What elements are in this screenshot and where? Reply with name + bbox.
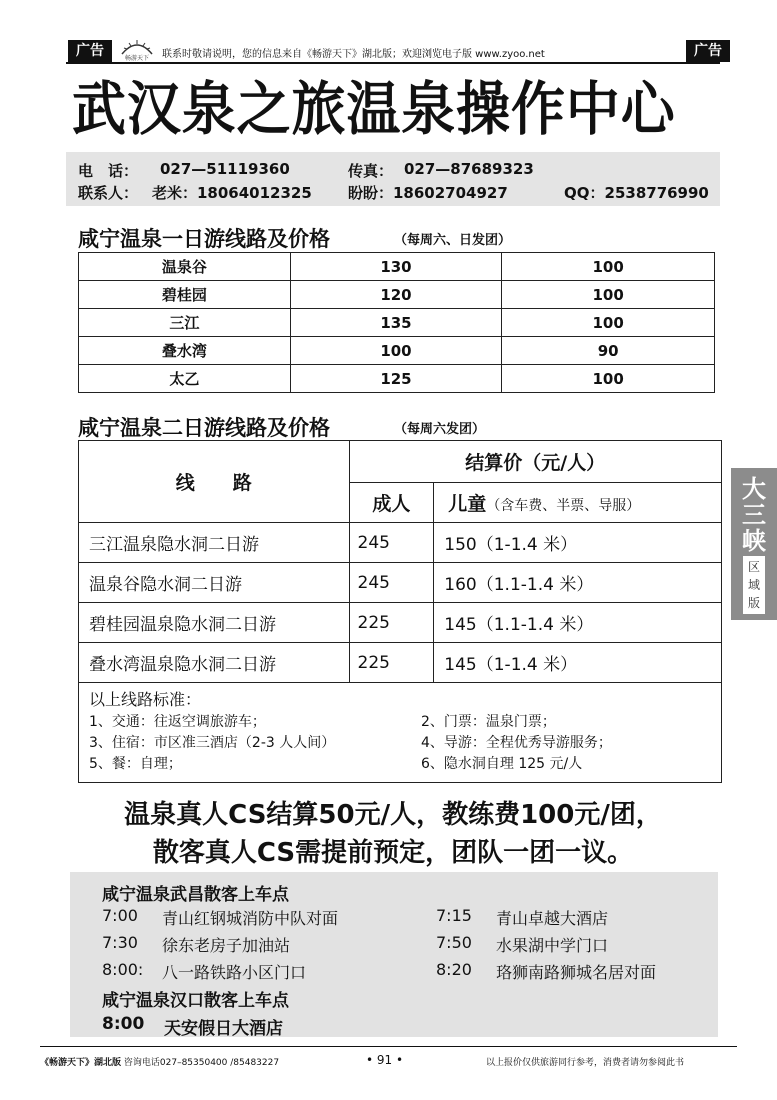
route-name: 碧桂园温泉隐水洞二日游 — [79, 603, 350, 643]
pickup-place: 八一路铁路小区门口 — [162, 963, 307, 982]
fax-number: 027—87689323 — [404, 160, 534, 178]
ad-tag-right: 广告 — [686, 40, 730, 62]
side-tab — [731, 468, 777, 620]
price-1: 100 — [290, 337, 502, 365]
hankou-place: 天安假日大酒店 — [164, 1019, 283, 1039]
contact-person-2: 盼盼：18602704927 — [348, 184, 508, 202]
standard-item: 2、门票：温泉门票； — [421, 714, 556, 730]
wuchang-list — [102, 906, 716, 983]
standard-item: 3、住宿：市区准三酒店（2-3 人人间） — [89, 735, 336, 751]
child-price: 150（1-1.4 米） — [434, 523, 722, 563]
head-child: 儿童 — [448, 493, 487, 515]
one-day-note: （每周六、日发团） — [394, 233, 512, 248]
page-title: 武汉泉之旅温泉操作中心 — [72, 75, 676, 143]
table-row — [79, 253, 715, 281]
pickup-time: 7:30 — [102, 933, 138, 952]
pickup-place: 青山卓越大酒店 — [496, 909, 609, 928]
adult-price: 225 — [349, 643, 434, 683]
head-route: 线 路 — [79, 441, 350, 523]
price-2: 100 — [502, 281, 715, 309]
table-row — [79, 643, 722, 683]
footer-phone: 咨询电话027–85350400 /85483227 — [123, 1058, 280, 1068]
phone-number: 027—51119360 — [160, 160, 290, 178]
footer-left — [40, 1055, 279, 1068]
hankou-time: 8:00 — [102, 1014, 145, 1034]
two-day-note: （每周六发团） — [394, 422, 486, 437]
pickup-place: 徐东老房子加油站 — [162, 936, 291, 955]
pickup-place: 珞狮南路狮城名居对面 — [496, 963, 657, 982]
route-name: 叠水湾 — [79, 337, 291, 365]
pickup-time: 7:50 — [436, 933, 472, 952]
fax-label: 传真： — [348, 162, 394, 180]
adult-price: 245 — [349, 523, 434, 563]
one-day-table — [78, 252, 715, 393]
price-2: 100 — [502, 253, 715, 281]
head-price: 结算价（元/人） — [349, 441, 721, 483]
table-row — [79, 603, 722, 643]
header-divider — [66, 62, 720, 64]
header-notice: 联系时敬请说明，您的信息来自《畅游天下》湖北版；欢迎浏览电子版 www.zyoo.net — [162, 49, 545, 60]
route-name: 温泉谷隐水洞二日游 — [79, 563, 350, 603]
pickup-place: 青山红钢城消防中队对面 — [162, 909, 339, 928]
person-label: 联系人： — [78, 184, 139, 202]
table-row — [79, 309, 715, 337]
standard-item: 5、餐：自理； — [89, 756, 182, 772]
contact-person-1: 老米：18064012325 — [152, 184, 312, 202]
price-1: 135 — [290, 309, 502, 337]
standards-cell — [79, 683, 722, 783]
route-name: 三江温泉隐水洞二日游 — [79, 523, 350, 563]
pickup-time: 8:00: — [102, 960, 144, 979]
pickup-time: 7:15 — [436, 906, 472, 925]
price-1: 130 — [290, 253, 502, 281]
price-2: 100 — [502, 309, 715, 337]
qq-number: QQ：2538776990 — [564, 184, 709, 202]
route-name: 碧桂园 — [79, 281, 291, 309]
table-row — [79, 523, 722, 563]
head-adult: 成人 — [349, 483, 434, 523]
footer-divider — [40, 1046, 737, 1047]
head-child-cell — [434, 483, 722, 523]
two-day-title: 咸宁温泉二日游线路及价格 — [78, 416, 330, 440]
wuchang-title: 咸宁温泉武昌散客上车点 — [102, 885, 289, 905]
pickup-time: 8:20 — [436, 960, 472, 979]
standard-item: 4、导游：全程优秀导游服务； — [421, 735, 612, 751]
footer-right: 以上报价仅供旅游同行参考，消费者请勿参阅此书 — [486, 1058, 685, 1068]
adult-price: 225 — [349, 603, 434, 643]
standards-list — [89, 712, 711, 775]
child-price: 145（1-1.4 米） — [434, 643, 722, 683]
cs-line-1: 温泉真人CS结算50元/人，教练费100元/团， — [124, 800, 662, 830]
price-2: 100 — [502, 365, 715, 393]
standard-item: 1、交通：往返空调旅游车； — [89, 714, 266, 730]
price-2: 90 — [502, 337, 715, 365]
one-day-title: 咸宁温泉一日游线路及价格 — [78, 227, 330, 251]
hankou-title: 咸宁温泉汉口散客上车点 — [102, 991, 289, 1011]
phone-label: 电 话： — [78, 162, 139, 180]
page-number: • 91 • — [366, 1053, 404, 1067]
pickup-place: 水果湖中学门口 — [496, 936, 609, 955]
side-tab-small: 区 域 版 — [743, 556, 765, 614]
adult-price: 245 — [349, 563, 434, 603]
two-day-table — [78, 440, 722, 783]
table-row — [79, 365, 715, 393]
standards-title: 以上线路标准： — [89, 690, 202, 709]
side-tab-big: 大 三 峡 — [742, 474, 766, 555]
route-name: 温泉谷 — [79, 253, 291, 281]
route-name: 太乙 — [79, 365, 291, 393]
table-row — [79, 337, 715, 365]
child-price: 160（1.1-1.4 米） — [434, 563, 722, 603]
ad-tag-left: 广告 — [68, 40, 112, 62]
head-child-note: （含车费、半票、导服） — [486, 498, 641, 514]
cs-line-2: 散客真人CS需提前预定，团队一团一议。 — [152, 838, 634, 868]
route-name: 三江 — [79, 309, 291, 337]
table-row — [79, 281, 715, 309]
pickup-time: 7:00 — [102, 906, 138, 925]
footer-brand: 《畅游天下》湖北版 — [40, 1058, 122, 1068]
price-1: 120 — [290, 281, 502, 309]
table-row — [79, 563, 722, 603]
logo-icon — [118, 38, 156, 60]
child-price: 145（1.1-1.4 米） — [434, 603, 722, 643]
route-name: 叠水湾温泉隐水洞二日游 — [79, 643, 350, 683]
standard-item: 6、隐水洞自理 125 元/人 — [421, 756, 583, 772]
price-1: 125 — [290, 365, 502, 393]
logo-text: 畅游天下 — [124, 55, 150, 62]
